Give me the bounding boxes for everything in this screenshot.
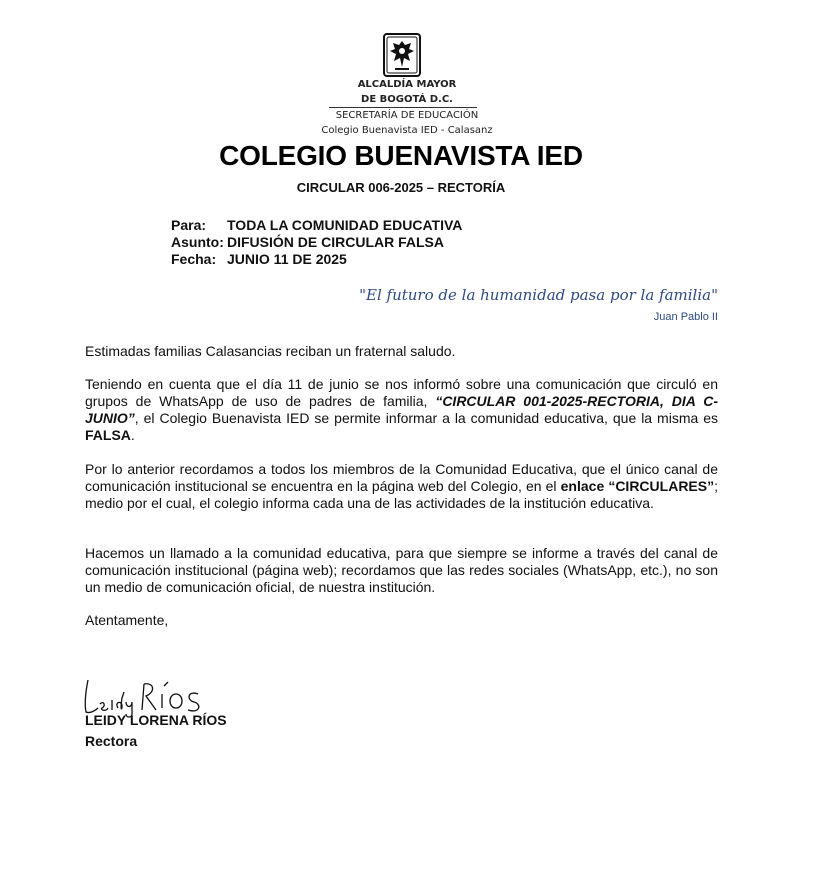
meta-fecha [171, 251, 347, 267]
quote-text: "El futuro de la humanidad pasa por la familia" [359, 286, 718, 304]
notice-text-1: Teniendo en cuenta que el día 11 de junio se nos informó sobre una comunicación que circuló en grupos de WhatsApp de uso de padres de familia, [85, 376, 718, 409]
header-alcaldia: ALCALDÍA MAYOR [357, 79, 457, 90]
quote-author: Juan Pablo II [653, 311, 718, 323]
falsa-word: FALSA [85, 427, 131, 443]
document-title: COLEGIO BUENAVISTA IED [219, 140, 583, 171]
header-bogota: DE BOGOTÁ D.C. [361, 94, 453, 105]
meta-para-value: TODA LA COMUNIDAD EDUCATIVA [227, 217, 463, 233]
call-paragraph: Hacemos un llamado a la comunidad educativa, para que siempre se informe a través del canal de comunicación institucional (página web); recordamos que las redes sociales (WhatsApp, etc.), no son un medio de comunicación oficial, de nuestra institución. [85, 545, 718, 595]
notice-text-3: . [130, 427, 135, 443]
meta-asunto-label: Asunto: [171, 234, 224, 250]
meta-asunto-value: DIFUSIÓN DE CIRCULAR FALSA [227, 234, 444, 250]
header-secretaria: SECRETARÍA DE EDUCACIÓN [335, 110, 479, 121]
fake-circular-name: “CIRCULAR 001-2025-RECTORIA, DIA C-JUNIO” [85, 393, 718, 426]
signatory-name: LEIDY LORENA RÍOS [85, 712, 227, 728]
channel-text-1: Por lo anterior recordamos a todos los miembros de la Comunidad Educativa, que el único canal de comunicación institucional se encuentra en la página web del Colegio, en el [85, 461, 718, 494]
meta-fecha-value: JUNIO 11 DE 2025 [227, 251, 347, 267]
channel-paragraph [85, 461, 718, 512]
bogota-coat-of-arms-icon [383, 33, 421, 77]
meta-para-label: Para: [171, 217, 207, 233]
header-colegio: Colegio Buenavista IED - Calasanz [321, 125, 493, 136]
circular-number: CIRCULAR 006-2025 – RECTORÍA [296, 180, 506, 195]
notice-text-2: , el Colegio Buenavista IED se permite informar a la comunidad educativa, que la misma es [134, 410, 718, 426]
channel-text-2: ; medio por el cual, el colegio informa cada una de las actividades de la institución educativa. [85, 478, 718, 511]
meta-para [171, 217, 462, 233]
circulares-link-text: enlace “CIRCULARES” [560, 478, 715, 494]
greeting-paragraph: Estimadas familias Calasancias reciban un fraternal saludo. [85, 343, 456, 359]
header-divider [329, 107, 477, 108]
notice-paragraph [85, 376, 718, 444]
meta-fecha-label: Fecha: [171, 251, 217, 267]
signatory-role: Rectora [85, 733, 138, 749]
meta-asunto [171, 234, 444, 250]
closing-text: Atentamente, [85, 612, 169, 628]
